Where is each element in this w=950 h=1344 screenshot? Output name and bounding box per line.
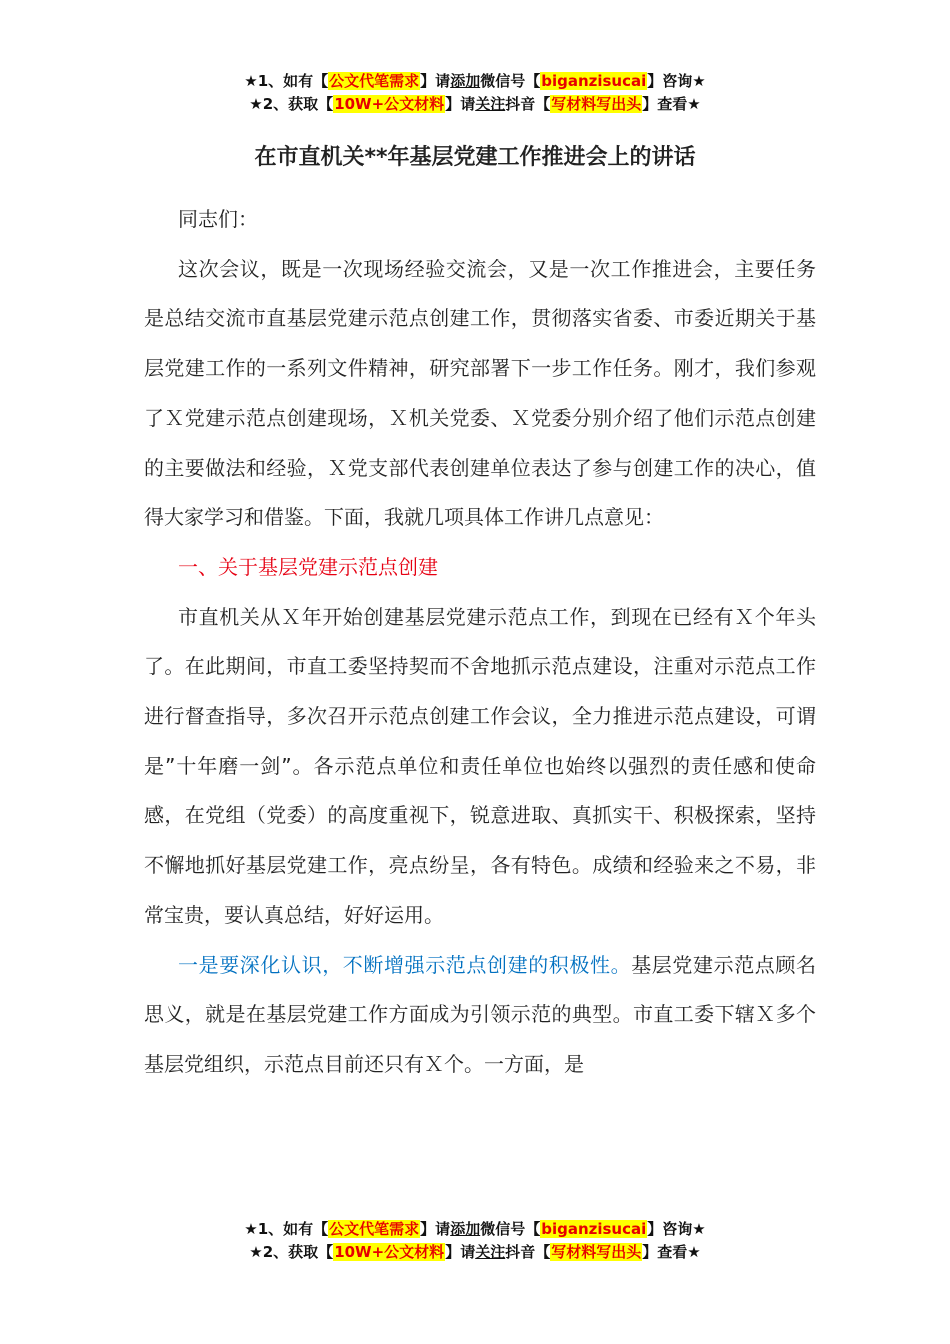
- banner-text: ★1、如有【: [244, 1220, 329, 1238]
- paragraph: 市直机关从Ｘ年开始创建基层党建示范点工作，到现在已经有Ｘ个年头了。在此期间，市直工委坚持契而不舍地抓示范点建设，注重对示范点工作进行督查指导，多次召开示范点创建工作会议，全力推进示范点建设，可谓是”十年磨一剑”。各示范点单位和责任单位也始终以强烈的责任感和使命感，在党组（党委）的高度重视下，锐意进取、真抓实干、积极探索，坚持不懈地抓好基层党建工作，亮点纷呈，各有特色。成绩和经验来之不易，非常宝贵，要认真总结，好好运用。: [144, 604, 816, 927]
- banner-highlight: 写材料写出头: [551, 95, 642, 113]
- paragraph-text: 基层党建示范点顾名思义，就是在基层党建工作方面成为引领示范的典型。市直工委下辖Ｘ多个基层党组织，示范点目前还只有Ｘ个。一方面，是: [144, 952, 817, 1076]
- banner-text: ★2、获取【: [249, 95, 334, 113]
- banner-highlight: 写材料写出头: [551, 1243, 642, 1261]
- banner-text: 抖音【: [505, 1243, 551, 1261]
- banner-text: 抖音【: [505, 95, 551, 113]
- footer-banner: [0, 1218, 950, 1264]
- banner-text: 微信号【: [480, 72, 541, 90]
- document-body: [144, 195, 816, 1090]
- banner-line-2: [0, 1241, 950, 1264]
- banner-underline: 关注: [475, 1243, 506, 1261]
- banner-text: ★2、获取【: [249, 1243, 334, 1261]
- banner-line-2: [0, 93, 950, 116]
- sub-heading: 一是要深化认识，不断增强示范点创建的积极性。: [178, 952, 632, 977]
- banner-text: 】咨询★: [647, 72, 706, 90]
- banner-text: 微信号【: [480, 1220, 541, 1238]
- banner-text: 】请: [445, 1243, 476, 1261]
- banner-highlight: 10W+公文材料: [334, 1243, 445, 1261]
- salutation: 同志们：: [178, 207, 258, 231]
- banner-highlight: 10W+公文材料: [334, 95, 445, 113]
- banner-underline: 添加: [450, 1220, 481, 1238]
- banner-highlight: biganzisucai: [541, 72, 647, 90]
- header-banner: [0, 70, 950, 116]
- banner-underline: 关注: [475, 95, 506, 113]
- banner-text: 】查看★: [642, 95, 701, 113]
- paragraph: [144, 941, 816, 1090]
- banner-text: 】请: [420, 1220, 451, 1238]
- document-title: 在市直机关**年基层党建工作推进会上的讲话: [254, 145, 696, 170]
- banner-text: ★1、如有【: [244, 72, 329, 90]
- banner-text: 】查看★: [642, 1243, 701, 1261]
- paragraph: 这次会议，既是一次现场经验交流会，又是一次工作推进会，主要任务是总结交流市直基层党建示范点创建工作，贯彻落实省委、市委近期关于基层党建工作的一系列文件精神，研究部署下一步工作任务。刚才，我们参观了Ｘ党建示范点创建现场，Ｘ机关党委、Ｘ党委分别介绍了他们示范点创建的主要做法和经验，Ｘ党支部代表创建单位表达了参与创建工作的决心，值得大家学习和借鉴。下面，我就几项具体工作讲几点意见：: [144, 256, 816, 530]
- banner-line-1: [0, 70, 950, 93]
- banner-highlight: 公文代笔需求: [329, 1220, 420, 1238]
- banner-text: 】请: [445, 95, 476, 113]
- banner-text: 】咨询★: [647, 1220, 706, 1238]
- banner-underline: 添加: [450, 72, 481, 90]
- banner-highlight: biganzisucai: [541, 1220, 647, 1238]
- section-heading: 一、关于基层党建示范点创建: [178, 554, 438, 579]
- banner-highlight: 公文代笔需求: [329, 72, 420, 90]
- banner-line-1: [0, 1218, 950, 1241]
- banner-text: 】请: [420, 72, 451, 90]
